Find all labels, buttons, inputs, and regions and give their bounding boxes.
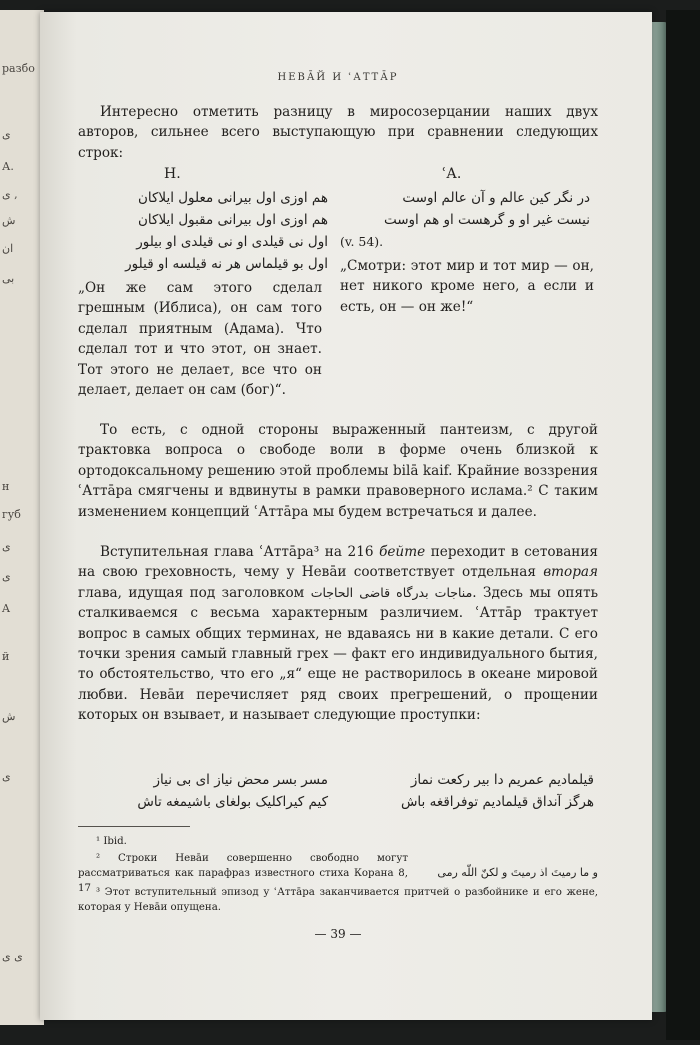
left-fragment: ی <box>2 770 11 783</box>
translation-right: „Смотри: этот мир и тот мир — он, нет никого кроме него, а если и есть, он — он же!“ <box>340 258 594 315</box>
left-fragment: ی <box>2 570 11 583</box>
para2-text: глава, идущая под заголовком <box>78 584 311 601</box>
verse-left-1: مسر بسر محض نیاز ای بی نیاز <box>153 772 328 788</box>
left-fragment: н <box>2 480 10 493</box>
book-cover-edge <box>666 10 700 1040</box>
footnote-rule <box>78 826 190 827</box>
verse-reference: (v. 54). <box>340 234 384 249</box>
column-label-left: Н. <box>164 166 181 182</box>
translation-left: „Он же сам этого сделал грешным (Иблиса), он сам того сделал приятным (Адама). Что сделал тот и что этот, он знает. Тот этого не делает, все что он делает, делает он сам (бог)“. <box>78 280 322 399</box>
arabic-verse-left-3: اول نی قیلدی او نی قیلدی او بیلور <box>136 234 328 250</box>
left-fragment: ی ی <box>2 950 23 963</box>
intro-paragraph: Интересно отметить разницу в миросозерцании наших двух авторов, сильнее всего выступающую при сравнении следующих строк: <box>78 104 598 161</box>
left-fragment: разбо <box>2 62 35 75</box>
arabic-verse-left-4: اول بو قیلماس هر نه قیلسه او قیلور <box>125 256 328 272</box>
left-fragment: ی <box>2 128 11 141</box>
para2-text: . Здесь мы опять сталкиваемся с весьма характерным различием. ʿАттāр трактует вопрос в самых общих терминах, не вдаваясь ни в какие детали. С его точки зрения самый главный грех — факт его индивидуального бытия, то обстоятельство, что его „я“ еще не растворилось в океане мировой любви. Невāи перечисляет ряд своих прегрешений, о прощении которых он взывает, и называет следующие проступки: <box>78 584 598 724</box>
arabic-verse-right-1: در نگر کین عالم و آن عالم اوست <box>402 190 590 206</box>
footnote-2-arabic: و ما رمیتَ اذ رمیتَ و لکنّ اللّه رمی <box>437 866 598 879</box>
footnote-1: ¹ Ibid. <box>96 836 127 847</box>
left-page-edge <box>0 10 44 1025</box>
left-fragment: ش <box>2 214 16 227</box>
page-number: — 39 — <box>314 927 362 941</box>
para2-text: переходит в сетования на свою греховность, чему у Невāи соответствует отдельная <box>78 544 598 581</box>
left-fragment: A <box>2 602 10 615</box>
running-head: НЕВА̄Й И ʿАТТА̄Р <box>277 72 399 83</box>
left-fragment: ی <box>2 540 11 553</box>
left-fragment: بی <box>2 272 15 285</box>
left-fragment: губ <box>2 508 21 521</box>
paragraph-2 <box>78 542 598 726</box>
column-label-right: ʿА. <box>442 166 462 182</box>
left-fragment: й <box>2 650 10 663</box>
arabic-verse-left-2: هم اوزی اول بیرانی مقبول ایلاکان <box>138 212 328 228</box>
footnote-2: ² Строки Невāи совершенно свободно могут рассматриваться как парафраз известного стиха Корана 8, 17 <box>78 853 408 894</box>
footnote-3: ³ Этот вступительный эпизод у ʿАттāра заканчивается притчей о разбойнике и его жене, которая у Невāи опущена. <box>78 887 598 913</box>
verse-right-1: قیلمادیم عمریم دا بیر رکعت نماز <box>410 772 594 788</box>
italic-term: бейте <box>379 544 426 560</box>
para2-text: Вступительная глава ʿАттāра³ на 216 <box>100 544 380 560</box>
book-page <box>40 12 652 1020</box>
paragraph-1: То есть, с одной стороны выраженный пантеизм, с другой трактовка вопроса о свободе воли в форме очень близкой к ортодоксальному решению этой проблемы bilā kaif. Крайние воззрения ʿАттāра смягчены и вдвинуты в рамки правоверного ислама.² С таким изменением концепций ʿАттāра мы будем встречаться и далее. <box>78 422 598 520</box>
italic-term: вторая <box>543 564 598 581</box>
arabic-chapter-title: مناجات بدرگاه قاضی الحاجات <box>310 584 473 600</box>
verse-right-2: هرگز آنداق قیلمادیم توفراقغه باش <box>400 794 594 810</box>
arabic-verse-right-2: نیست غیر او و گرهست او هم اوست <box>383 212 590 228</box>
arabic-verse-left-1: هم اوزی اول بیرانی معلول ایلاکان <box>137 190 328 206</box>
left-fragment: А. <box>2 160 14 173</box>
left-fragment: ی , <box>2 188 18 201</box>
left-fragment: ان <box>2 242 14 255</box>
verse-left-2: کیم کیراکلیک بولغای باشیمغه تاش <box>137 794 328 810</box>
left-fragment: ش <box>2 710 16 723</box>
